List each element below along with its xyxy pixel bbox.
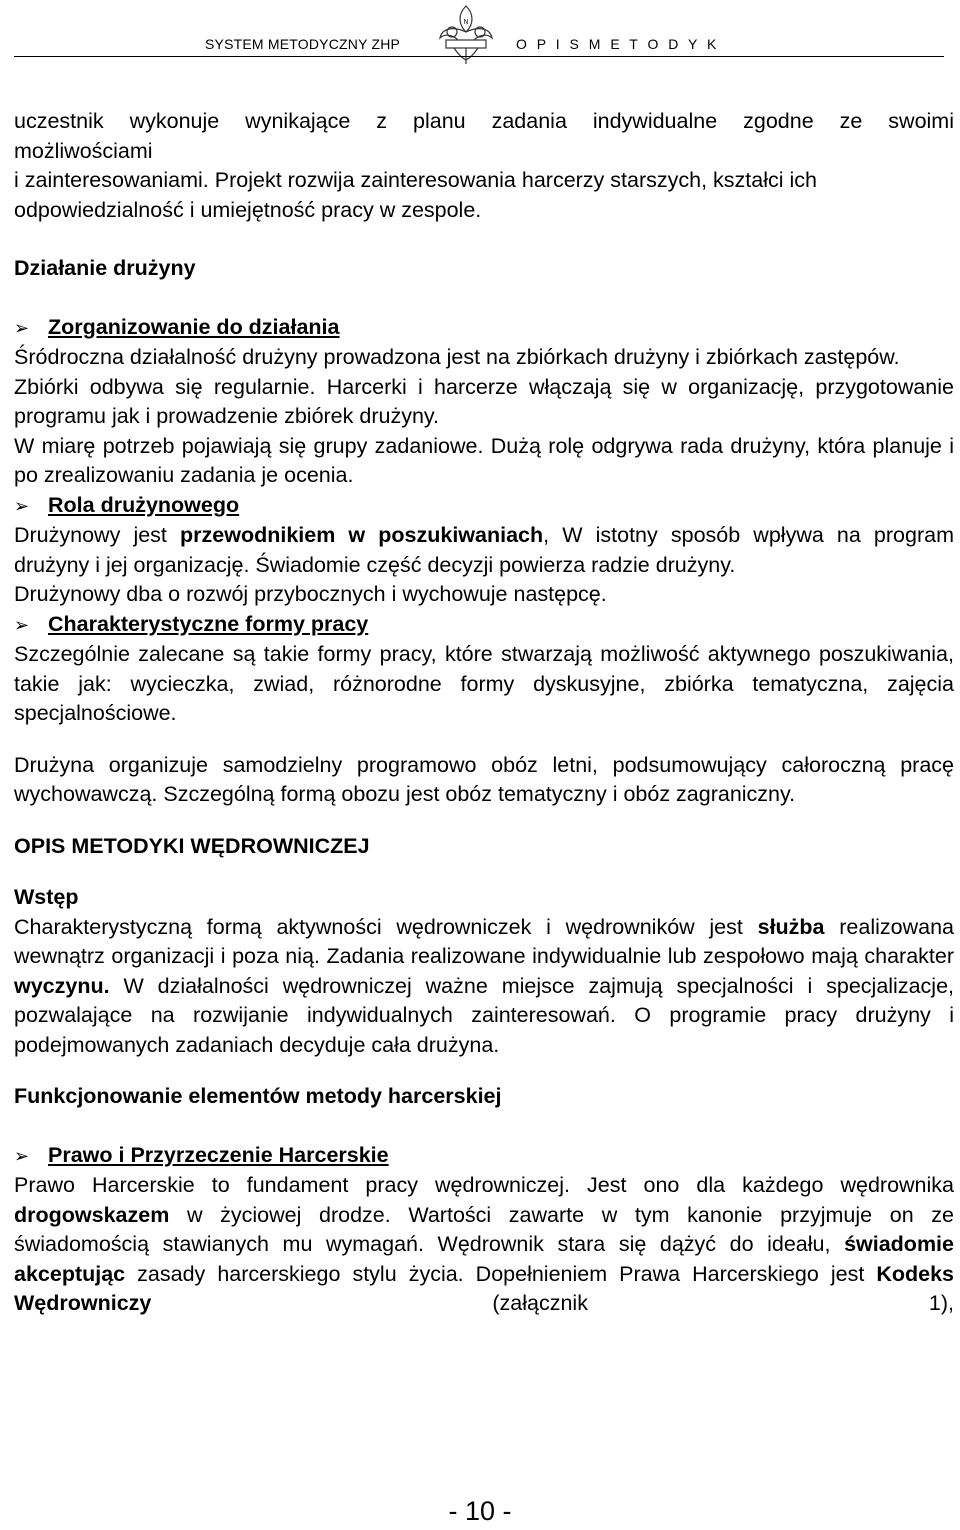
paragraph-formy-pracy: Szczególnie zalecane są takie formy pracy, które stwarzają możliwość aktywnego poszukiwania, takie jak: wycieczka, zwiad, różnorodne formy dyskusyjne, zbiórka tematyczna, zajęcia specjalnościowe.	[14, 642, 954, 725]
paragraph-oboz: Drużyna organizuje samodzielny programowo obóz letni, podsumowujący całoroczną pracę wychowawczą. Szczególną formą obozu jest obóz tematyczny i obóz zagraniczny.	[14, 752, 954, 806]
heading-dzialanie-druzyny: Działanie drużyny	[14, 256, 196, 280]
bullet-zorganizowanie	[14, 313, 954, 344]
svg-text:N: N	[463, 18, 469, 26]
heading-opis-metodyki-wedrowniczej: OPIS METODYKI WĘDROWNICZEJ	[14, 833, 370, 858]
bullet-prawo-przyrzeczenie	[14, 1141, 954, 1172]
bullet-title-formy: Charakterystyczne formy pracy	[48, 611, 369, 636]
page-content	[14, 107, 954, 1319]
paragraph-intro-line2: możliwościami	[14, 138, 153, 163]
arrow-bullet-icon: ➢	[14, 495, 30, 516]
paragraph-srodroczna: Śródroczna działalność drużyny prowadzona jest na zbiórkach drużyny i zbiórkach zastępów.	[14, 345, 900, 369]
paragraph-grupy-zadaniowe: W miarę potrzeb pojawiają się grupy zadaniowe. Dużą rolę odgrywa rada drużyny, która planuje i po zrealizowaniu zadania je ocenia.	[14, 433, 954, 487]
header-system-title: SYSTEM METODYCZNY ZHP	[205, 36, 401, 52]
arrow-bullet-icon: ➢	[14, 614, 30, 635]
bullet-title-prawo: Prawo i Przyrzeczenie Harcerskie	[48, 1142, 389, 1167]
paragraph-prawo-harcerskie: Prawo Harcerskie to fundament pracy wędrowniczej. Jest ono dla każdego wędrownika drogowskazem w życiowej drodze. Wartości zawarte w tym kanonie przyjmuje on ze świadomością stawianych mu wymagań. Wędrownik stara się dążyć do ideału, świadomie akceptując zasady harcerskiego stylu życia. Dopełnieniem Prawa Harcerskiego jest Kodeks Wędrowniczy (załącznik 1),	[14, 1173, 954, 1315]
paragraph-druzynowy-dba: Drużynowy dba o rozwój przybocznych i wychowuje następcę.	[14, 582, 607, 606]
paragraph-intro-line3: i zainteresowaniami. Projekt rozwija zainteresowania harcerzy starszych, kształci ich odpowiedzialność i umiejętność pracy w zespole.	[14, 168, 817, 222]
arrow-bullet-icon: ➢	[14, 1145, 30, 1166]
arrow-bullet-icon: ➢	[14, 317, 30, 338]
page-number: - 10 -	[448, 1496, 512, 1526]
paragraph-zbiorki: Zbiórki odbywa się regularnie. Harcerki i harcerze włączają się w organizację, przygotowanie programu jak i prowadzenie zbiórek drużyny.	[14, 374, 954, 428]
page-header	[0, 0, 960, 66]
bullet-rola-druzynowego	[14, 491, 954, 522]
heading-funkcjonowanie: Funkcjonowanie elementów metody harcerskiej	[14, 1084, 502, 1108]
bullet-formy-pracy	[14, 610, 954, 641]
paragraph-druzynowy-przewodnik: Drużynowy jest przewodnikiem w poszukiwaniach, W istotny sposób wpływa na program drużyny i jej organizację. Świadomie część decyzji powierza radzie drużyny.	[14, 523, 954, 577]
paragraph-intro-line1: uczestnik wykonuje wynikające z planu zadania indywidualne zgodne ze swoimi	[14, 109, 954, 133]
bullet-title-zorganizowanie: Zorganizowanie do działania	[48, 314, 340, 339]
paragraph-wstep: Charakterystyczną formą aktywności wędrowniczek i wędrowników jest służba realizowana wewnątrz organizacji i poza nią. Zadania realizowane indywidualnie lub zespołowo mają charakter wyczynu. W działalności wędrowniczej ważne miejsce zajmują specjalności i specjalizacje, pozwalające na rozwijanie indywidualnych zainteresowań. O programie pracy drużyny i podejmowanych zadaniach decyduje cała drużyna.	[14, 914, 954, 1057]
header-divider	[14, 56, 944, 57]
heading-wstep: Wstęp	[14, 885, 79, 909]
header-section-title: O P I S M E T O D Y K	[516, 36, 720, 52]
bullet-title-rola: Rola drużynowego	[48, 492, 240, 517]
